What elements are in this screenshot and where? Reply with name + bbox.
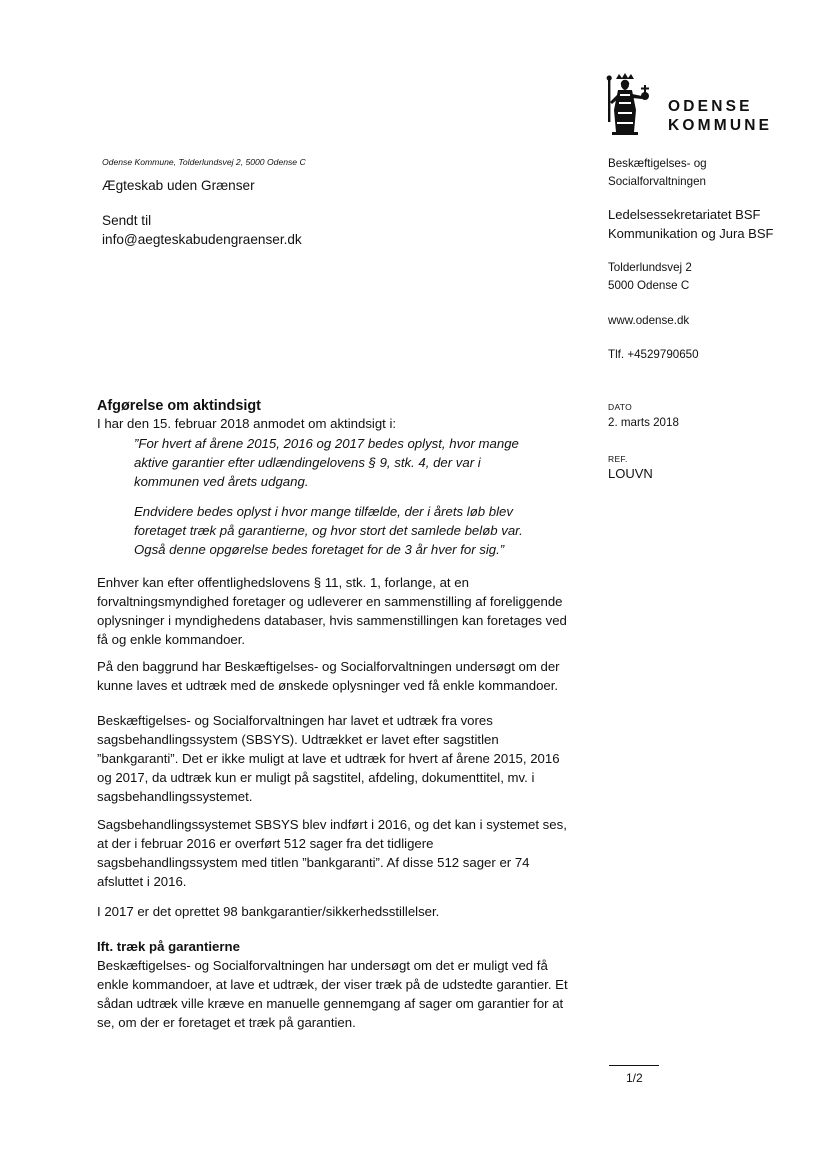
paragraph-6 <box>97 937 587 1032</box>
text-line: oplysninger i myndighedens databaser, hvis sammenstillingen kan foretages ved <box>97 613 567 628</box>
logo-line-1: ODENSE <box>668 98 753 115</box>
text-line: I 2017 er det oprettet 98 bankgarantier/sikkerhedsstillelser. <box>97 904 440 919</box>
department-line-2: Socialforvaltningen <box>608 175 706 188</box>
quote-line: Også denne opgørelse bedes foretaget for de 3 år hver for sig.” <box>134 542 505 557</box>
odense-emblem-icon <box>606 72 666 136</box>
sent-to-label: Sendt til <box>102 213 152 228</box>
date-value: 2. marts 2018 <box>608 416 679 429</box>
text-line: Sagsbehandlingssystemet SBSYS blev indført i 2016, og det kan i systemet ses, <box>97 817 567 832</box>
quote-paragraph-2 <box>134 502 574 559</box>
phone: Tlf. +4529790650 <box>608 348 699 361</box>
quote-line: foretaget træk på garantierne, og hvor stort det samlede beløb var. <box>134 523 523 538</box>
logo-line-2: KOMMUNE <box>668 117 773 134</box>
text-line: at der i februar 2016 er overført 512 sager fra det tidligere <box>97 836 434 851</box>
intro-line: I har den 15. februar 2018 anmodet om aktindsigt i: <box>97 416 397 431</box>
date-label: DATO <box>608 402 633 412</box>
odense-kommune-logo <box>606 72 786 136</box>
city: 5000 Odense C <box>608 279 690 292</box>
quote-line: ”For hvert af årene 2015, 2016 og 2017 bedes oplyst, hvor mange <box>134 436 519 451</box>
page-number: 1/2 <box>626 1071 643 1085</box>
sent-to-email: info@aegteskabudengraenser.dk <box>102 232 302 247</box>
unit-line-1: Ledelsessekretariatet BSF <box>608 207 761 222</box>
text-line: Enhver kan efter offentlighedslovens § 11, stk. 1, forlange, at en <box>97 575 469 590</box>
text-line: sagsbehandlingssystemet. <box>97 789 253 804</box>
paragraph-3 <box>97 711 587 806</box>
text-line: se, om der er foretaget et træk på garantien. <box>97 1015 356 1030</box>
text-line: afsluttet i 2016. <box>97 874 187 889</box>
text-line: sagsbehandlingssystem (SBSYS). Udtrækket er lavet efter sagstitlen <box>97 732 499 747</box>
text-line: På den baggrund har Beskæftigelses- og Socialforvaltningen undersøgt om der <box>97 659 560 674</box>
text-line: få og enkle kommandoer. <box>97 632 246 647</box>
recipient-name: Ægteskab uden Grænser <box>102 178 255 193</box>
text-line: kunne laves et udtræk med de ønskede oplysninger ved få enkle kommandoer. <box>97 678 559 693</box>
text-line: sådan udtræk ville kræve en manuelle gennemgang af sager om garantier for at <box>97 996 564 1011</box>
text-line: enkle kommandoer, at lave et udtræk, der viser træk på de udstedte garantier. Et <box>97 977 568 992</box>
department-line-1: Beskæftigelses- og <box>608 157 707 170</box>
paragraph-4 <box>97 815 587 891</box>
letter-heading: Afgørelse om aktindsigt <box>97 398 261 414</box>
text-line: ”bankgaranti”. Det er ikke muligt at lave et udtræk for hvert af årene 2015, 2016 <box>97 751 560 766</box>
unit-block <box>608 205 773 243</box>
sent-to-block <box>102 211 302 249</box>
ref-label: REF. <box>608 454 628 464</box>
quote-line: aktive garantier efter udlændingelovens § 9, stk. 4, der var i <box>134 455 481 470</box>
website: www.odense.dk <box>608 314 690 327</box>
quote-paragraph-1 <box>134 434 574 491</box>
paragraph-5 <box>97 902 587 921</box>
address-block <box>608 259 692 295</box>
section-subheading: Ift. træk på garantierne <box>97 939 240 954</box>
text-line: og 2017, da udtræk kun er muligt på sagstitel, afdeling, dokumenttitel, mv. i <box>97 770 535 785</box>
ref-value: LOUVN <box>608 466 653 481</box>
department-block <box>608 155 707 191</box>
paragraph-2 <box>97 657 587 695</box>
quote-line: kommunen ved årets udgang. <box>134 474 309 489</box>
text-line: sagsbehandlingssystem med titlen ”bankgaranti”. Af disse 512 sager er 74 <box>97 855 530 870</box>
paragraph-1 <box>97 573 587 649</box>
text-line: Beskæftigelses- og Socialforvaltningen har lavet et udtræk fra vores <box>97 713 493 728</box>
quote-line: Endvidere bedes oplyst i hvor mange tilfælde, der i årets løb blev <box>134 504 513 519</box>
sender-address: Odense Kommune, Tolderlundsvej 2, 5000 Odense C <box>102 157 306 167</box>
footer-divider <box>609 1065 659 1066</box>
street: Tolderlundsvej 2 <box>608 261 692 274</box>
text-line: Beskæftigelses- og Socialforvaltningen har undersøgt om det er muligt ved få <box>97 958 548 973</box>
text-line: forvaltningsmyndighed foretager og udleverer en sammenstilling af foreliggende <box>97 594 563 609</box>
unit-line-2: Kommunikation og Jura BSF <box>608 226 774 241</box>
